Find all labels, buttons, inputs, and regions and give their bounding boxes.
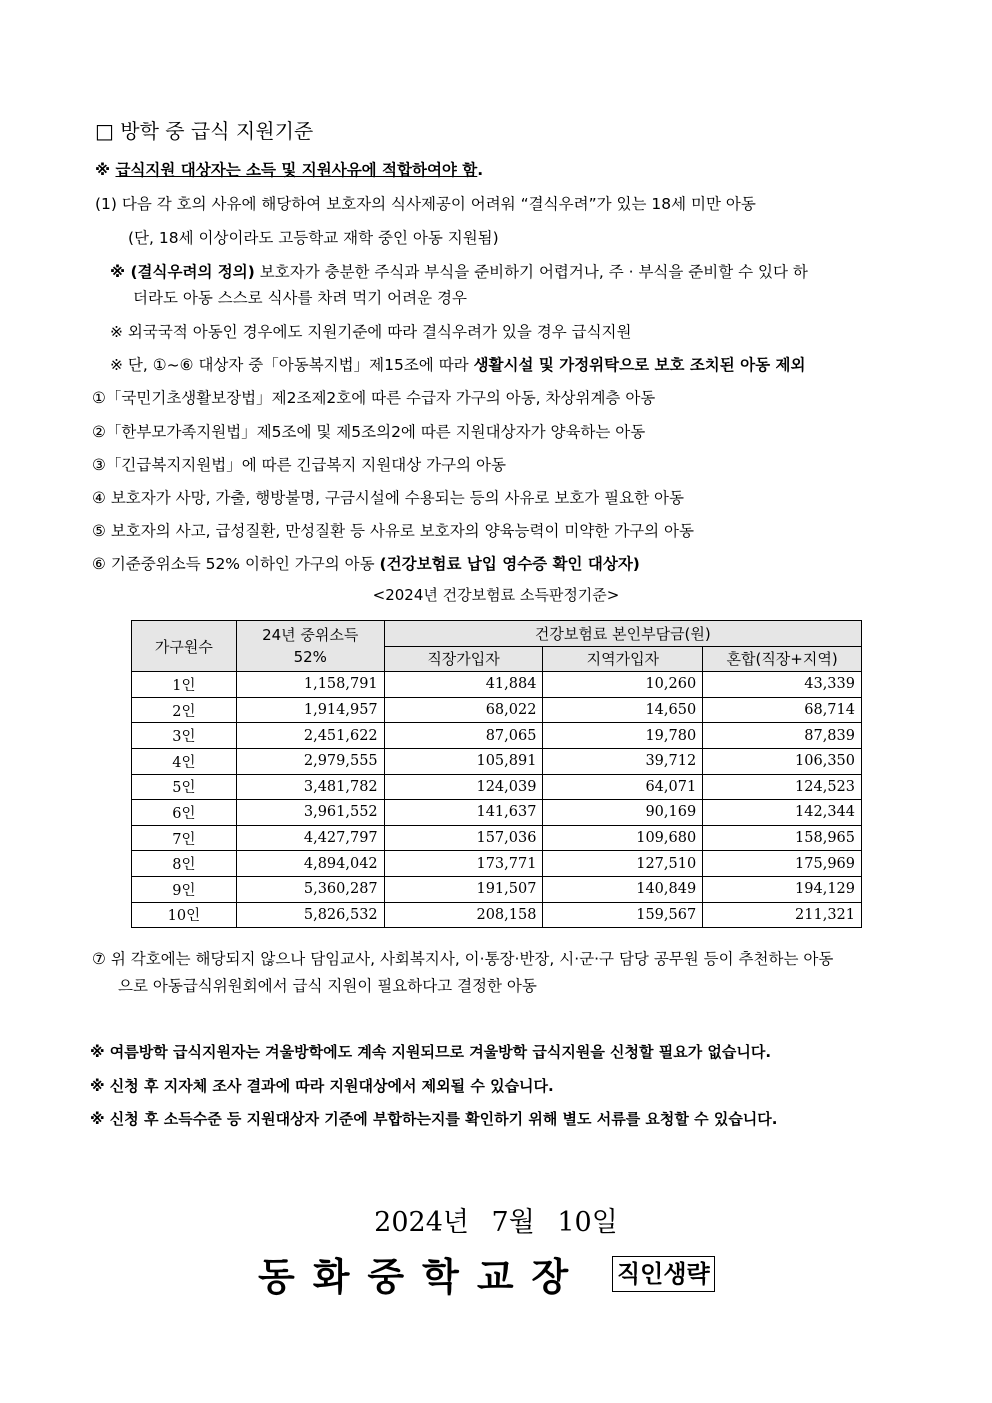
cell-household: 4인 [132, 748, 237, 774]
table-row [132, 723, 862, 749]
header-income: 24년 중위소득 52% [236, 621, 384, 672]
cell-region: 64,071 [543, 774, 703, 800]
header-household: 가구원수 [132, 621, 237, 672]
intro-line [95, 158, 483, 180]
cell-household: 5인 [132, 774, 237, 800]
cell-mixed: 106,350 [703, 748, 862, 774]
cell-income: 3,961,552 [236, 800, 384, 826]
income-table [131, 620, 862, 928]
table-row [132, 697, 862, 723]
cell-mixed: 175,969 [703, 851, 862, 877]
cell-household: 1인 [132, 672, 237, 698]
cell-income: 5,360,287 [236, 876, 384, 902]
table-row [132, 774, 862, 800]
cell-work: 173,771 [384, 851, 543, 877]
table-row [132, 876, 862, 902]
header-premium: 건강보험료 본인부담금(원) [384, 621, 861, 647]
cell-income: 1,158,791 [236, 672, 384, 698]
cell-income: 2,979,555 [236, 748, 384, 774]
cell-mixed: 194,129 [703, 876, 862, 902]
cell-region: 140,849 [543, 876, 703, 902]
definition-line-1 [110, 260, 808, 282]
cell-work: 87,065 [384, 723, 543, 749]
cell-region: 109,680 [543, 825, 703, 851]
cell-household: 8인 [132, 851, 237, 877]
item-1-sub: (단, 18세 이상이라도 고등학교 재학 중인 아동 지원됨) [128, 229, 499, 247]
cell-mixed: 68,714 [703, 697, 862, 723]
cell-region: 10,260 [543, 672, 703, 698]
cell-household: 9인 [132, 876, 237, 902]
cell-household: 10인 [132, 902, 237, 928]
table-row [132, 851, 862, 877]
cell-work: 141,637 [384, 800, 543, 826]
cell-region: 14,650 [543, 697, 703, 723]
cell-household: 7인 [132, 825, 237, 851]
exception-plain: ※ 단, ①~⑥ 대상자 중「아동복지법」제15조에 따라 [110, 356, 474, 374]
exception-bold: 생활시설 및 가정위탁으로 보호 조치된 아동 제외 [473, 356, 806, 374]
cell-work: 191,507 [384, 876, 543, 902]
table-row [132, 748, 862, 774]
cell-work: 208,158 [384, 902, 543, 928]
cell-income: 4,894,042 [236, 851, 384, 877]
table-row [132, 902, 862, 928]
criteria-7-line-1: ⑦ 위 각호에는 해당되지 않으나 담임교사, 사회복지사, 이·통장·반장, 시·군·구 담당 공무원 등이 추천하는 아동 [92, 950, 834, 968]
intro-mark: ※ [95, 161, 111, 179]
criteria-4: ④ 보호자가 사망, 가출, 행방불명, 구금시설에 수용되는 등의 사유로 보호가 필요한 아동 [92, 489, 684, 507]
header-mixed: 혼합(직장+지역) [703, 646, 862, 672]
criteria-6-plain: ⑥ 기준중위소득 52% 이하인 가구의 아동 [92, 555, 380, 573]
cell-work: 105,891 [384, 748, 543, 774]
cell-income: 5,826,532 [236, 902, 384, 928]
cell-mixed: 158,965 [703, 825, 862, 851]
cell-income: 2,451,622 [236, 723, 384, 749]
cell-household: 6인 [132, 800, 237, 826]
cell-mixed: 43,339 [703, 672, 862, 698]
criteria-2: ②「한부모가족지원법」제5조에 및 제5조의2에 따른 지원대상자가 양육하는 아동 [92, 423, 646, 441]
seal-omitted-stamp: 직인생략 [612, 1256, 715, 1292]
note-1: ※ 여름방학 급식지원자는 겨울방학에도 계속 지원되므로 겨울방학 급식지원을 신청할 필요가 없습니다. [90, 1043, 772, 1061]
cell-region: 127,510 [543, 851, 703, 877]
definition-label: ※ (결식우려의 정의) [110, 263, 255, 281]
table-caption: <2024년 건강보험료 소득판정기준> [372, 586, 620, 604]
cell-work: 157,036 [384, 825, 543, 851]
cell-household: 3인 [132, 723, 237, 749]
cell-work: 41,884 [384, 672, 543, 698]
note-2: ※ 신청 후 지자체 조사 결과에 따라 지원대상에서 제외될 수 있습니다. [90, 1077, 554, 1095]
cell-mixed: 211,321 [703, 902, 862, 928]
criteria-6 [92, 552, 640, 574]
criteria-6-bold: (건강보험료 납입 영수증 확인 대상자) [379, 555, 640, 573]
issue-date: 2024년 7월 10일 [374, 1207, 618, 1238]
table-row [132, 672, 862, 698]
header-region: 지역가입자 [543, 646, 703, 672]
criteria-1: ①「국민기초생활보장법」제2조제2호에 따른 수급자 가구의 아동, 차상위계층 아동 [92, 389, 656, 407]
school-principal: 동화중학교장 [258, 1254, 587, 1299]
criteria-3: ③「긴급복지지원법」에 따른 긴급복지 지원대상 가구의 아동 [92, 456, 506, 474]
table-row [132, 825, 862, 851]
cell-region: 90,169 [543, 800, 703, 826]
cell-region: 39,712 [543, 748, 703, 774]
section-heading: □ 방학 중 급식 지원기준 [95, 119, 314, 143]
intro-text: 급식지원 대상자는 소득 및 지원사유에 적합하여야 함 [115, 161, 478, 179]
cell-work: 68,022 [384, 697, 543, 723]
cell-mixed: 142,344 [703, 800, 862, 826]
exception-note [110, 353, 805, 375]
foreign-note: ※ 외국국적 아동인 경우에도 지원기준에 따라 결식우려가 있을 경우 급식지원 [110, 323, 632, 341]
criteria-7-line-2: 으로 아동급식위원회에서 급식 지원이 필요하다고 결정한 아동 [118, 977, 537, 995]
cell-mixed: 124,523 [703, 774, 862, 800]
intro-tail: . [477, 161, 484, 179]
criteria-5: ⑤ 보호자의 사고, 급성질환, 만성질환 등 사유로 보호자의 양육능력이 미약한 가구의 아동 [92, 522, 695, 540]
cell-income: 4,427,797 [236, 825, 384, 851]
item-1: (1) 다음 각 호의 사유에 해당하여 보호자의 식사제공이 어려워 “결식우려”가 있는 18세 미만 아동 [95, 195, 756, 213]
cell-region: 19,780 [543, 723, 703, 749]
cell-household: 2인 [132, 697, 237, 723]
note-3: ※ 신청 후 소득수준 등 지원대상자 기준에 부합하는지를 확인하기 위해 별도 서류를 요청할 수 있습니다. [90, 1110, 778, 1128]
table-row [132, 800, 862, 826]
definition-line-2: 더라도 아동 스스로 식사를 차려 먹기 어려운 경우 [133, 289, 467, 307]
cell-region: 159,567 [543, 902, 703, 928]
definition-text-1: 보호자가 충분한 주식과 부식을 준비하기 어렵거나, 주 · 부식을 준비할 수 있다 하 [254, 263, 808, 281]
cell-income: 1,914,957 [236, 697, 384, 723]
header-work: 직장가입자 [384, 646, 543, 672]
cell-work: 124,039 [384, 774, 543, 800]
cell-mixed: 87,839 [703, 723, 862, 749]
cell-income: 3,481,782 [236, 774, 384, 800]
